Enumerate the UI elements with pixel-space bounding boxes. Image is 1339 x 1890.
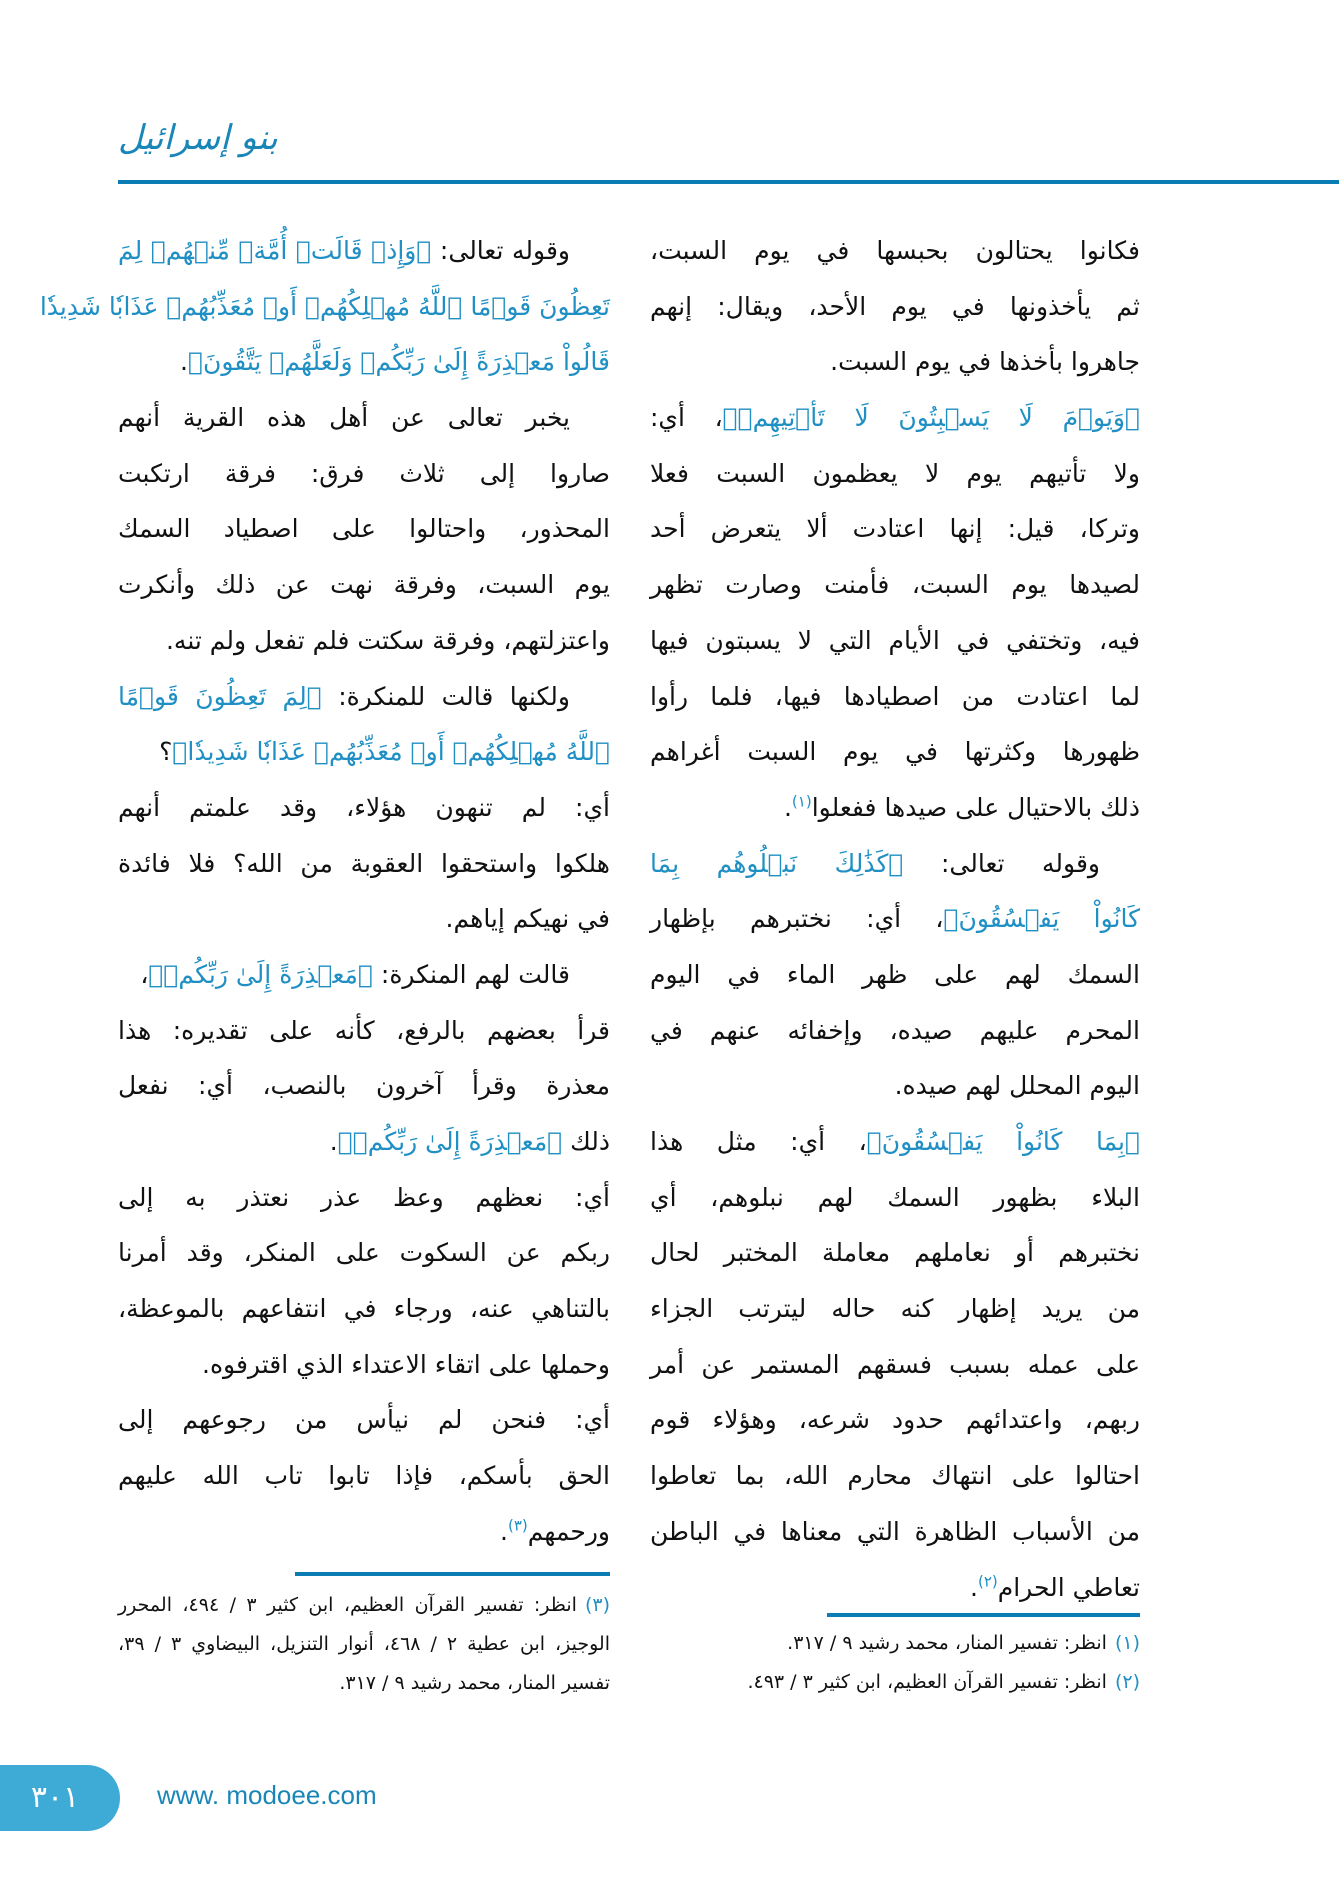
body-text: ذلك بالاحتيال على صيدها ففعلوا <box>811 792 1140 822</box>
body-text: المحرم عليهم صيده، وإخفائه عنهم في <box>650 1015 1140 1045</box>
text-line <box>118 836 610 892</box>
footnote-reference[interactable]: (٣) <box>508 1516 528 1535</box>
body-text: المحذور، واحتالوا على اصطياد السمك <box>118 514 610 544</box>
body-text: قرأ بعضهم بالرفع، كأنه على تقديره: هذا <box>118 1015 610 1045</box>
body-text: . <box>500 1516 508 1546</box>
text-line <box>118 724 610 780</box>
text-line <box>118 557 610 613</box>
body-text: ؟ <box>159 737 173 767</box>
text-line <box>118 1392 610 1448</box>
text-line <box>650 1170 1140 1226</box>
quran-verse: ﴿وَيَوۡمَ لَا يَسۡبِتُونَ لَا تَأۡتِيهِمۡ﴾ <box>722 403 1140 433</box>
body-text: يخبر تعالى عن أهل هذه القرية أنهم <box>118 403 570 433</box>
text-line <box>650 557 1140 613</box>
text-line <box>118 1003 610 1059</box>
body-text: من الأسباب الظاهرة التي معناها في الباطن <box>650 1516 1140 1546</box>
text-line <box>650 1114 1140 1170</box>
text-line <box>650 836 1140 892</box>
text-line <box>118 947 610 1003</box>
text-line <box>118 1504 610 1560</box>
body-text: فيه، وتختفي في الأيام التي لا يسبتون فيها <box>650 625 1140 655</box>
text-line <box>650 279 1140 335</box>
footnote-divider-left <box>295 1572 610 1576</box>
text-line <box>118 1114 610 1170</box>
text-line <box>650 223 1140 279</box>
page-number: ٣٠١ <box>0 1765 120 1831</box>
text-line <box>118 1170 610 1226</box>
header-divider <box>118 180 1339 184</box>
body-text: وقوله تعالى: <box>431 236 570 265</box>
body-text: ربكم عن السكوت على المنكر، وقد أمرنا <box>118 1238 610 1268</box>
right-column <box>650 223 1140 1615</box>
quran-verse: ﴿لِمَ تَعِظُونَ قَوۡمًا <box>118 681 322 711</box>
text-line <box>650 334 1140 390</box>
body-text: السمك لهم على ظهر الماء في اليوم <box>650 959 1140 989</box>
body-text: ثم يأخذونها في يوم الأحد، ويقال: إنهم <box>650 291 1140 321</box>
quran-verse: ﴿كَذَٰلِكَ نَبۡلُوهُم بِمَا <box>650 848 904 878</box>
text-line <box>650 613 1140 669</box>
text-line <box>118 669 610 725</box>
quran-verse: تَعِظُونَ قَوۡمًا ٱللَّهُ مُهۡلِكُهُمۡ أَوۡ مُعَذِّبُهُمۡ عَذَابٗا شَدِيدٗا <box>39 291 610 321</box>
body-text: قالت لهم المنكرة: <box>372 959 570 989</box>
body-text: . <box>180 347 188 377</box>
body-text: البلاء بظهور السمك لهم نبلوهم، أي <box>650 1182 1140 1212</box>
text-line <box>118 1337 610 1393</box>
body-text: ولا تأتيهم يوم لا يعظمون السبت فعلا <box>650 458 1140 488</box>
text-line <box>118 334 610 390</box>
footnote-number: (٣) <box>584 1594 611 1616</box>
text-line <box>650 891 1140 947</box>
body-text: معذرة وقرأ آخرون بالنصب، أي: نفعل <box>118 1071 610 1101</box>
body-text: لصيدها يوم السبت، فأمنت وصارت تظهر <box>650 570 1140 600</box>
body-text: ولكنها قالت للمنكرة: <box>321 681 570 711</box>
text-line <box>118 891 610 947</box>
text-line <box>650 390 1140 446</box>
text-line <box>650 1058 1140 1114</box>
body-text: يوم السبت، وفرقة نهت عن ذلك وأنكرت <box>118 570 610 600</box>
body-text: واعتزلتهم، وفرقة سكتت فلم تفعل ولم تنه. <box>165 625 610 655</box>
body-text: نختبرهم أو نعاملهم معاملة المختبر لحال <box>650 1238 1140 1268</box>
text-line <box>650 501 1140 557</box>
left-column <box>39 223 610 1560</box>
quran-verse: ٱللَّهُ مُهۡلِكُهُمۡ أَوۡ مُعَذِّبُهُمۡ عَذَابٗا شَدِيدٗا﴾ <box>172 737 610 767</box>
footnotes-left <box>118 1586 610 1703</box>
body-text: . <box>970 1572 978 1602</box>
text-line <box>650 780 1140 836</box>
body-text: . <box>329 1127 338 1156</box>
body-text: ربهم، واعتدائهم حدود شرعه، وهؤلاء قوم <box>650 1405 1140 1435</box>
body-text: ذلك <box>562 1127 610 1156</box>
quran-verse: ﴿وَإِذۡ قَالَتۡ أُمَّةٞ مِّنۡهُمۡ لِمَ <box>118 236 432 265</box>
body-text: وحملها على اتقاء الاعتداء الذي اقترفوه. <box>202 1349 610 1379</box>
body-text: ، أي: نختبرهم بإظهار <box>650 904 944 934</box>
body-text: أي: فنحن لم نيأس من رجوعهم إلى <box>118 1405 610 1435</box>
body-text: صاروا إلى ثلاث فرق: فرقة ارتكبت <box>118 458 610 488</box>
text-line <box>118 501 610 557</box>
text-line <box>118 390 610 446</box>
text-line <box>118 1281 610 1337</box>
text-line <box>650 446 1140 502</box>
footnotes-right <box>650 1624 1140 1702</box>
body-text: ، <box>140 959 149 989</box>
footnote-reference[interactable]: (١) <box>791 792 812 811</box>
body-text: وتركا، قيل: إنها اعتادت ألا يتعرض أحد <box>650 514 1140 544</box>
body-text: أي: نعظهم وعظ عذر نعتذر به إلى <box>118 1182 610 1212</box>
text-line <box>650 669 1140 725</box>
footnote-reference[interactable]: (٢) <box>977 1572 998 1591</box>
body-text: جاهروا بأخذها في يوم السبت. <box>830 347 1140 377</box>
body-text: وقوله تعالى: <box>903 848 1100 878</box>
text-line <box>650 1560 1140 1616</box>
footnote-1 <box>650 1624 1140 1663</box>
body-text: ظهورها وكثرتها في يوم السبت أغراهم <box>650 737 1140 767</box>
text-line <box>650 1448 1140 1504</box>
body-text: من يريد إظهار كنه حاله ليترتب الجزاء <box>650 1294 1140 1324</box>
text-line <box>650 1003 1140 1059</box>
body-text: لما اعتادت من اصطيادها فيها، فلما رأوا <box>650 681 1140 711</box>
body-text: هلكوا واستحقوا العقوبة من الله؟ فلا فائدة <box>118 848 610 878</box>
body-text: اليوم المحلل لهم صيده. <box>894 1071 1140 1101</box>
text-line <box>650 724 1140 780</box>
quran-verse: كَانُواْ يَفۡسُقُونَ﴾ <box>943 904 1140 934</box>
website-link[interactable]: www. modoee.com <box>157 1780 377 1810</box>
footnote-divider-right <box>827 1613 1140 1617</box>
text-line <box>650 1337 1140 1393</box>
footnote-2 <box>650 1663 1140 1702</box>
body-text: في نهيكم إياهم. <box>445 904 610 934</box>
text-line <box>118 780 610 836</box>
body-text: بالتناهي عنه، ورجاء في انتفاعهم بالموعظة، <box>118 1294 610 1324</box>
text-line <box>39 279 610 335</box>
quran-verse: ﴿مَعۡذِرَةً إِلَىٰ رَبِّكُمۡ﴾ <box>337 1127 563 1156</box>
body-text: . <box>783 792 792 822</box>
body-text: أي: لم تنهون هؤلاء، وقد علمتم أنهم <box>118 792 610 822</box>
text-line <box>650 947 1140 1003</box>
text-line <box>650 1392 1140 1448</box>
quran-verse: قَالُواْ مَعۡذِرَةً إِلَىٰ رَبِّكُمۡ وَلَعَلَّهُمۡ يَتَّقُونَ﴾ <box>187 347 610 377</box>
text-line <box>650 1281 1140 1337</box>
footnote-text: انظر: تفسير القرآن العظيم، ابن كثير ٣ / ٤٩٣. <box>747 1671 1107 1693</box>
body-text: ورحمهم <box>527 1516 610 1546</box>
body-text: احتالوا على انتهاك محارم الله، بما تعاطوا <box>650 1461 1140 1491</box>
text-line <box>118 1058 610 1114</box>
text-line <box>650 1225 1140 1281</box>
body-text: ، أي: مثل هذا <box>650 1127 867 1156</box>
body-text: على عمله بسبب فسقهم المستمر عن أمر <box>650 1349 1140 1379</box>
footnote-number: (٢) <box>1114 1671 1140 1693</box>
quran-verse: ﴿مَعۡذِرَةً إِلَىٰ رَبِّكُمۡ﴾ <box>148 959 373 989</box>
chapter-title: بنو إسرائيل <box>118 118 278 158</box>
text-line <box>118 613 610 669</box>
footnote-text: انظر: تفسير القرآن العظيم، ابن كثير ٣ / ٤٩٤، المحرر الوجيز، ابن عطية ٢ / ٤٦٨، أنوار التنزيل، البيضاوي ٣ / ٣٩، تفسير المنار، محمد رشيد ٩ / ٣١٧. <box>118 1594 611 1694</box>
body-text: ، أي: <box>650 403 723 433</box>
footnote-3 <box>118 1586 610 1703</box>
text-line <box>118 446 610 502</box>
text-line <box>118 1448 610 1504</box>
footnote-text: انظر: تفسير المنار، محمد رشيد ٩ / ٣١٧. <box>787 1632 1107 1654</box>
text-line <box>118 223 610 279</box>
body-text: الحق بأسكم، فإذا تابوا تاب الله عليهم <box>118 1461 610 1491</box>
text-line <box>118 1225 610 1281</box>
text-line <box>650 1504 1140 1560</box>
footnote-number: (١) <box>1114 1632 1140 1654</box>
body-text: تعاطي الحرام <box>997 1572 1140 1602</box>
body-text: فكانوا يحتالون بحبسها في يوم السبت، <box>650 236 1140 265</box>
quran-verse: ﴿بِمَا كَانُواْ يَفۡسُقُونَ﴾ <box>866 1127 1140 1156</box>
